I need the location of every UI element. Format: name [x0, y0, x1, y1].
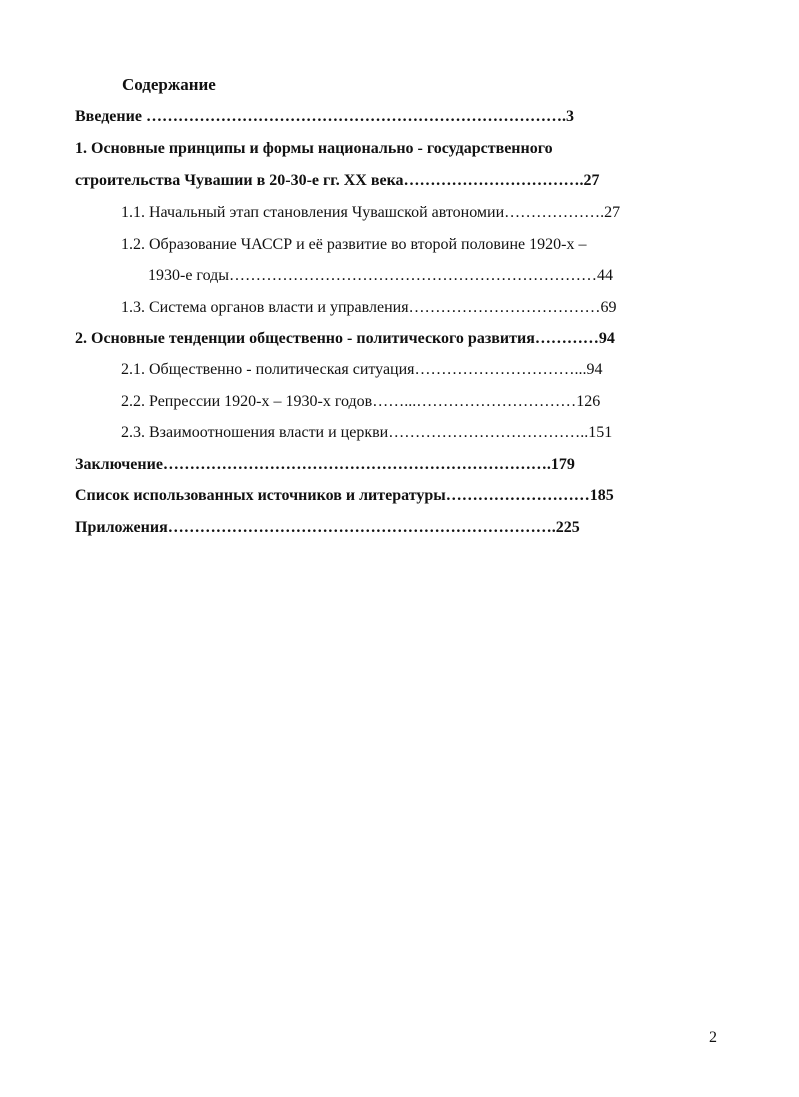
toc-entry-section-2-2: 2.2. Репрессии 1920-х – 1930-х годов……...…………………………126	[121, 393, 601, 410]
toc-entry-section-1-2-line-1: 1.2. Образование ЧАССР и её развитие во второй половине 1920-х –	[121, 236, 587, 253]
toc-entry-section-2-3: 2.3. Взаимоотношения власти и церкви………………………………..151	[121, 424, 613, 441]
toc-entry-section-1-1: 1.1. Начальный этап становления Чувашской автономии……………….27	[121, 204, 621, 221]
toc-entry-sources: Список использованных источников и литературы………………………185	[75, 487, 614, 504]
toc-entry-chapter-2: 2. Основные тенденции общественно - политического развития…………94	[75, 330, 615, 347]
page-number: 2	[709, 1029, 717, 1046]
toc-entry-section-1-3: 1.3. Система органов власти и управления………………………………69	[121, 299, 617, 316]
toc-entry-section-2-1: 2.1. Общественно - политическая ситуация…………………………...94	[121, 361, 603, 378]
toc-entry-section-1-2-line-2: 1930-е годы……………………………………………………………44	[148, 267, 614, 284]
toc-entry-chapter-1-line-2: строительства Чувашии в 20-30-е гг. XX века…………………………….27	[75, 172, 600, 189]
toc-entry-chapter-1-line-1: 1. Основные принципы и формы национально - государственного	[75, 140, 553, 157]
toc-entry-introduction: Введение …………………………………………………………………….3	[75, 108, 574, 125]
toc-entry-appendix: Приложения……………………………………………………………….225	[75, 519, 580, 536]
toc-title: Содержание	[122, 75, 216, 94]
toc-entry-conclusion: Заключение……………………………………………………………….179	[75, 456, 575, 473]
